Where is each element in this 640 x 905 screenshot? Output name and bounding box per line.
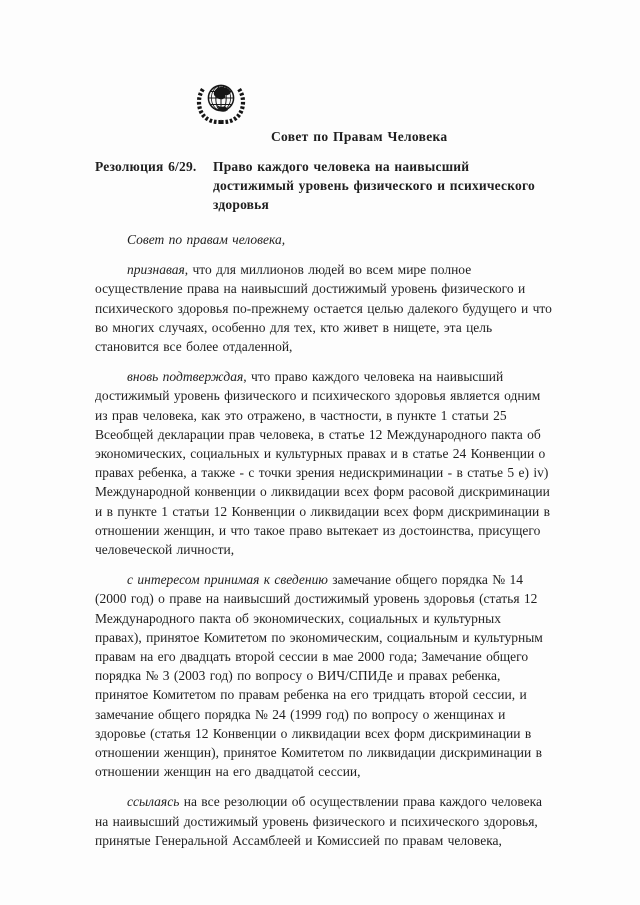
org-title: Совет по Правам Человека [271, 129, 448, 144]
paragraph-lead: признавая [127, 262, 185, 278]
paragraph-lead: вновь подтверждая [127, 369, 244, 385]
resolution-heading [95, 157, 552, 214]
resolution-title: Право каждого человека на наивысший достижимый уровень физического и психического здоровья [213, 159, 535, 212]
paragraph-text: , что для миллионов людей во всем мире полное осуществление права на наивысший достижимый уровень физического и психического здоровья по-прежнему остается целью далекого будущего и что во многих случаях, особенно для тех, кто живет в нищете, эта цель становится все более отдаленной, [95, 262, 552, 355]
un-emblem-icon [195, 80, 247, 124]
paragraph-lead: ссылаясь [127, 794, 180, 810]
preambular-paragraph-3 [95, 570, 552, 781]
paragraph-text: , что право каждого человека на наивысший достижимый уровень физического и психического здоровья является одним из прав человека, как это отражено, в частности, в пункте 1 статьи 25 Всеобщей декларации прав человека, в статье 12 Международного пакта об экономических, социальных и культурных правах и в статье 24 Конвенции о правах ребенка, а также - с точки зрения недискриминации - в статье 5 e) iv) Международной конвенции о ликвидации всех форм расовой дискриминации и в пункте 1 статьи 12 Конвенции о ликвидации всех форм дискриминации в отношении женщин, и что такое право вытекает из достоинства, присущего человеческой личности, [95, 369, 550, 558]
preambular-paragraph-2 [95, 367, 552, 559]
document-content [95, 0, 552, 850]
salutation: Совет по правам человека, [127, 232, 286, 247]
paragraph-text: замечание общего порядка № 14 (2000 год) о праве на наивысший достижимый уровень здоровья (статья 12 Международного пакта об экономических, социальных и культурных правах), принятое Комитетом по экономическим, социальным и культурным правам на его двадцать второй сессии в мае 2000 года; Замечание общего порядка № 3 (2003 год) по вопросу о ВИЧ/СПИДе и правах ребенка, принятое Комитетом по правам ребенка на его тридцать второй сессии, и замечание общего порядка № 24 (1999 год) по вопросу о женщинах и здоровье (статья 12 Конвенции о ликвидации всех форм дискриминации в отношении женщин), принятое Комитетом по ликвидации дискриминации в отношении женщин на его двадцатой сессии, [95, 572, 543, 780]
paragraph-text: на все резолюции об осуществлении права каждого человека на наивысший достижимый уровень физического и психического здоровья, принятые Генеральной Ассамблеей и Комиссией по правам человека, [95, 794, 543, 848]
preambular-paragraph-4 [95, 792, 552, 850]
resolution-number: Резолюция 6/29. [95, 159, 197, 174]
paragraph-lead: с интересом принимая к сведению [127, 572, 328, 588]
preambular-paragraph-1 [95, 260, 552, 356]
